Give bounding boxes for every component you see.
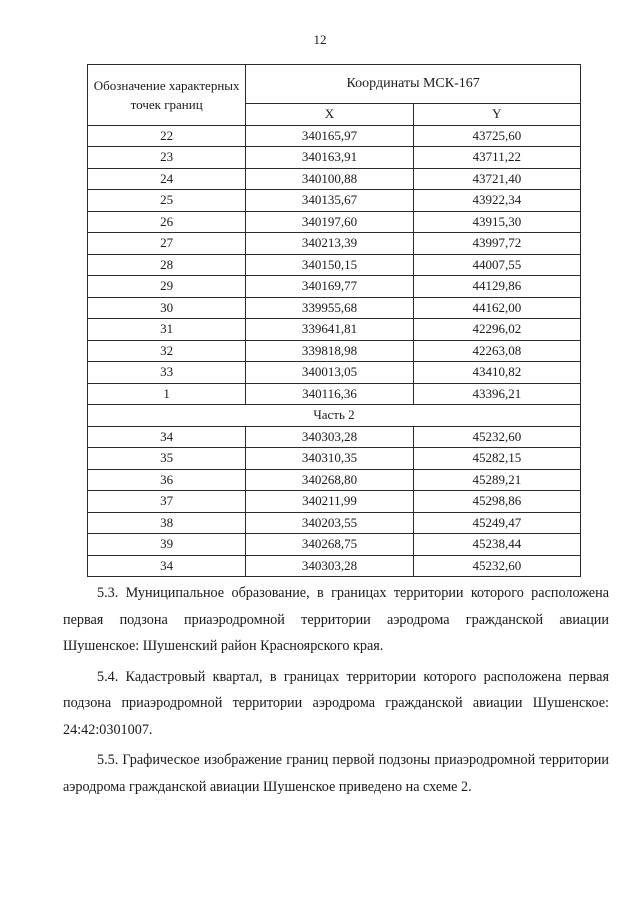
cell-x: 340197,60 — [246, 211, 413, 233]
cell-x: 340303,28 — [246, 426, 413, 448]
cell-point: 1 — [88, 383, 246, 405]
cell-point: 22 — [88, 125, 246, 147]
table-row — [88, 233, 581, 255]
table-row — [88, 512, 581, 534]
cell-y: 42263,08 — [413, 340, 580, 362]
cell-x: 340013,05 — [246, 362, 413, 384]
cell-point: 23 — [88, 147, 246, 169]
cell-point: 34 — [88, 426, 246, 448]
table-row — [88, 469, 581, 491]
table-row — [88, 319, 581, 341]
cell-x: 339641,81 — [246, 319, 413, 341]
cell-y: 43711,22 — [413, 147, 580, 169]
cell-x: 340116,36 — [246, 383, 413, 405]
cell-point: 31 — [88, 319, 246, 341]
header-x: X — [246, 104, 413, 126]
cell-x: 340135,67 — [246, 190, 413, 212]
cell-point: 30 — [88, 297, 246, 319]
cell-y: 42296,02 — [413, 319, 580, 341]
cell-point: 36 — [88, 469, 246, 491]
cell-point: 35 — [88, 448, 246, 470]
body-text — [63, 580, 609, 804]
cell-point: 37 — [88, 491, 246, 513]
cell-x: 340213,39 — [246, 233, 413, 255]
table-row — [88, 383, 581, 405]
cell-x: 340165,97 — [246, 125, 413, 147]
coordinates-table — [87, 64, 581, 577]
part2-label-row — [88, 405, 581, 427]
cell-y: 45282,15 — [413, 448, 580, 470]
table-row — [88, 297, 581, 319]
cell-y: 44162,00 — [413, 297, 580, 319]
table-row — [88, 491, 581, 513]
header-coordinates: Координаты МСК-167 — [246, 65, 581, 104]
table-row — [88, 168, 581, 190]
paragraph-5-5: 5.5. Графическое изображение границ первой подзоны приаэродромной территории аэродрома гражданской авиации Шушенское приведено на схеме 2. — [63, 752, 609, 795]
cell-x: 339818,98 — [246, 340, 413, 362]
cell-y: 43725,60 — [413, 125, 580, 147]
table-row — [88, 340, 581, 362]
cell-point: 32 — [88, 340, 246, 362]
cell-y: 45238,44 — [413, 534, 580, 556]
table-row — [88, 426, 581, 448]
table-section-part2 — [88, 405, 581, 427]
cell-x: 340268,80 — [246, 469, 413, 491]
cell-point: 27 — [88, 233, 246, 255]
cell-y: 45232,60 — [413, 426, 580, 448]
paragraph-5-4: 5.4. Кадастровый квартал, в границах территории которого расположена первая подзона приаэродромной территории аэродрома гражданской авиации Шушенское: 24:42:0301007. — [63, 668, 609, 738]
part2-label: Часть 2 — [88, 405, 581, 427]
cell-x: 340310,35 — [246, 448, 413, 470]
cell-point: 34 — [88, 555, 246, 577]
cell-x: 340150,15 — [246, 254, 413, 276]
table-row — [88, 448, 581, 470]
header-y: Y — [413, 104, 580, 126]
cell-x: 340211,99 — [246, 491, 413, 513]
table-row — [88, 190, 581, 212]
cell-y: 45232,60 — [413, 555, 580, 577]
cell-y: 45298,86 — [413, 491, 580, 513]
cell-x: 340303,28 — [246, 555, 413, 577]
table-row — [88, 555, 581, 577]
cell-y: 43997,72 — [413, 233, 580, 255]
header-point-designation: Обозначение характерных точек границ — [88, 65, 246, 126]
cell-point: 29 — [88, 276, 246, 298]
cell-x: 340169,77 — [246, 276, 413, 298]
cell-y: 43396,21 — [413, 383, 580, 405]
table-row — [88, 362, 581, 384]
table-row — [88, 534, 581, 556]
cell-point: 28 — [88, 254, 246, 276]
table-row — [88, 254, 581, 276]
table-row — [88, 125, 581, 147]
cell-y: 44007,55 — [413, 254, 580, 276]
cell-point: 24 — [88, 168, 246, 190]
table-row — [88, 211, 581, 233]
table-row — [88, 147, 581, 169]
page-number: 12 — [313, 32, 327, 47]
table-body-part1 — [88, 125, 581, 405]
cell-point: 38 — [88, 512, 246, 534]
cell-point: 26 — [88, 211, 246, 233]
table-header-row — [88, 65, 581, 104]
cell-point: 39 — [88, 534, 246, 556]
cell-y: 43410,82 — [413, 362, 580, 384]
cell-point: 33 — [88, 362, 246, 384]
cell-x: 340100,88 — [246, 168, 413, 190]
cell-x: 340203,55 — [246, 512, 413, 534]
cell-y: 43922,34 — [413, 190, 580, 212]
cell-y: 44129,86 — [413, 276, 580, 298]
cell-y: 43915,30 — [413, 211, 580, 233]
cell-x: 339955,68 — [246, 297, 413, 319]
cell-y: 45289,21 — [413, 469, 580, 491]
table-row — [88, 276, 581, 298]
cell-y: 45249,47 — [413, 512, 580, 534]
cell-point: 25 — [88, 190, 246, 212]
cell-y: 43721,40 — [413, 168, 580, 190]
table-body-part2 — [88, 426, 581, 577]
cell-x: 340268,75 — [246, 534, 413, 556]
paragraph-5-3: 5.3. Муниципальное образование, в границах территории которого расположена первая подзона приаэродромной территории аэродрома гражданской авиации Шушенское: Шушенский район Красноярского края. — [63, 585, 609, 654]
cell-x: 340163,91 — [246, 147, 413, 169]
